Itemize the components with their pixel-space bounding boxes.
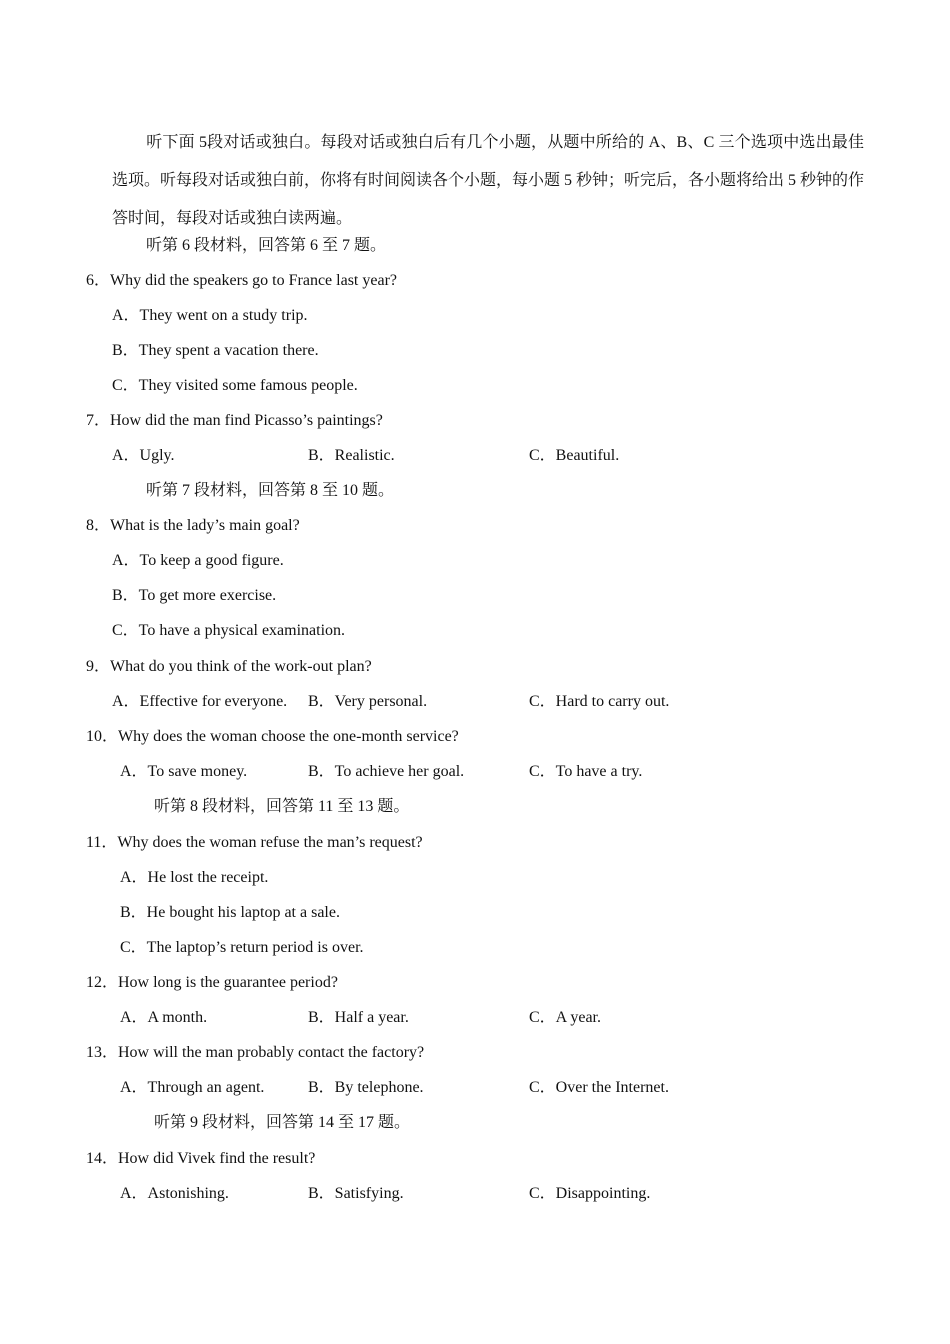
question-6-option-a: A．They went on a study trip. <box>112 307 308 324</box>
question-9-option-c: C．Hard to carry out. <box>529 693 670 710</box>
question-8-option-b: B．To get more exercise. <box>112 587 277 604</box>
section-8-heading: 听第 8 段材料，回答第 11 至 13 题。 <box>154 798 410 815</box>
question-10-option-c: C．To have a try. <box>529 763 643 780</box>
question-12-option-b: B．Half a year. <box>308 1009 409 1026</box>
instructions-paragraph <box>112 124 864 238</box>
question-8-option-c: C．To have a physical examination. <box>112 622 346 639</box>
question-10-option-b: B．To achieve her goal. <box>308 763 465 780</box>
question-10-stem: 10．Why does the woman choose the one-month service? <box>86 728 459 745</box>
question-6-option-b: B．They spent a vacation there. <box>112 342 319 359</box>
question-7-option-b: B．Realistic. <box>308 447 395 464</box>
question-11-option-a: A．He lost the receipt. <box>120 869 269 886</box>
question-12-stem: 12．How long is the guarantee period? <box>86 974 338 991</box>
question-14-option-a: A．Astonishing. <box>120 1185 229 1202</box>
question-7-stem: 7．How did the man find Picasso’s paintings? <box>86 412 383 429</box>
question-11-stem: 11．Why does the woman refuse the man’s request? <box>86 834 423 851</box>
question-13-option-c: C．Over the Internet. <box>529 1079 669 1096</box>
question-12-option-c: C．A year. <box>529 1009 601 1026</box>
question-14-option-b: B．Satisfying. <box>308 1185 404 1202</box>
question-14-option-c: C．Disappointing. <box>529 1185 651 1202</box>
question-11-option-b: B．He bought his laptop at a sale. <box>120 904 340 921</box>
section-6-heading: 听第 6 段材料，回答第 6 至 7 题。 <box>146 237 387 254</box>
question-13-stem: 13．How will the man probably contact the factory? <box>86 1044 425 1061</box>
question-9-stem: 9．What do you think of the work-out plan? <box>86 658 372 675</box>
question-9-option-b: B．Very personal. <box>308 693 428 710</box>
question-10-option-a: A．To save money. <box>120 763 248 780</box>
section-9-heading: 听第 9 段材料，回答第 14 至 17 题。 <box>154 1114 411 1131</box>
question-9-option-a: A．Effective for everyone. <box>112 693 288 710</box>
question-6-stem: 6．Why did the speakers go to France last year? <box>86 272 398 289</box>
question-8-option-a: A．To keep a good figure. <box>112 552 284 569</box>
question-13-option-a: A．Through an agent. <box>120 1079 265 1096</box>
question-7-option-a: A．Ugly. <box>112 447 175 464</box>
question-6-option-c: C．They visited some famous people. <box>112 377 358 394</box>
section-7-heading: 听第 7 段材料，回答第 8 至 10 题。 <box>146 482 395 499</box>
question-13-option-b: B．By telephone. <box>308 1079 424 1096</box>
instructions-text: 听下面 5段对话或独白。每段对话或独白后有几个小题，从题中所给的 A、B、C 三个选项中选出最佳选项。听每段对话或独白前，你将有时间阅读各个小题，每小题 5 秒钟；听完后，各小题将给出 5 秒钟的作答时间，每段对话或独白读两遍。 <box>112 134 865 227</box>
question-8-stem: 8．What is the lady’s main goal? <box>86 517 300 534</box>
question-11-option-c: C．The laptop’s return period is over. <box>120 939 364 956</box>
question-12-option-a: A．A month. <box>120 1009 208 1026</box>
question-7-option-c: C．Beautiful. <box>529 447 620 464</box>
question-14-stem: 14．How did Vivek find the result? <box>86 1150 316 1167</box>
